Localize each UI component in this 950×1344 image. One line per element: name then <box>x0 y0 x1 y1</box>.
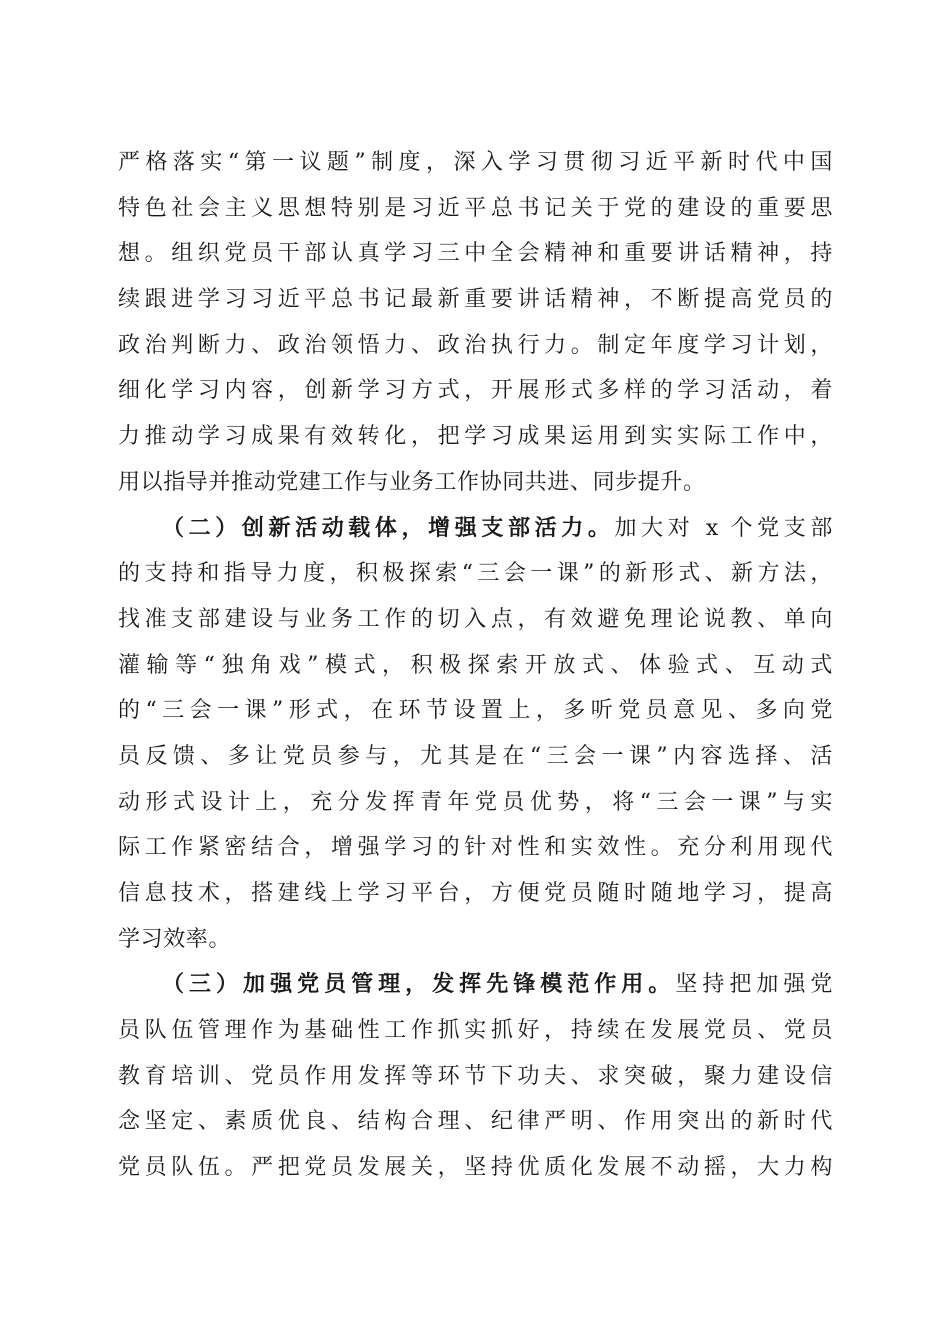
text-line: 想。组织党员干部认真学习三中全会精神和重要讲话精神，持 <box>118 241 833 267</box>
paragraph-management <box>118 962 833 1190</box>
text-line: 员队伍管理作为基础性工作抓实抓好，持续在发展党员、党员 <box>118 1018 833 1044</box>
text-line: 的“三会一课”形式，在环节设置上，多听党员意见、多向党 <box>118 698 833 724</box>
text-run: 坚持把加强党 <box>675 972 833 998</box>
text-line: 际工作紧密结合，增强学习的针对性和实效性。充分利用现代 <box>118 835 833 861</box>
text-line: 的支持和指导力度，积极探索“三会一课”的新形式、新方法， <box>118 561 833 587</box>
text-line: 员反馈、多让党员参与，尤其是在“三会一课”内容选择、活 <box>118 743 833 769</box>
text-line: 用以指导并推动党建工作与业务工作协同共进、同步提升。 <box>118 469 706 495</box>
paragraph-innovation <box>118 506 833 963</box>
text-line: 动形式设计上，充分发挥青年党员优势，将“三会一课”与实 <box>118 789 833 815</box>
section-heading: （三）加强党员管理，发挥先锋模范作用。 <box>162 971 676 998</box>
text-line: 力推动学习成果有效转化，把学习成果运用到实实际工作中， <box>118 424 833 450</box>
text-line: 政治判断力、政治领悟力、政治执行力。制定年度学习计划， <box>118 332 833 358</box>
text-line: 党员队伍。严把党员发展关，坚持优质化发展不动摇，大力构 <box>118 1155 833 1181</box>
text-line: 信息技术，搭建线上学习平台，方便党员随时随地学习，提高 <box>118 881 833 906</box>
text-line: 灌输等“独角戏”模式，积极探索开放式、体验式、互动式 <box>118 652 833 678</box>
text-line: 教育培训、党员作用发挥等环节下功夫、求突破，聚力建设信 <box>118 1063 833 1089</box>
text-line: 严格落实“第一议题”制度，深入学习贯彻习近平新时代中国 <box>118 150 833 175</box>
text-line: 细化学习内容，创新学习方式，开展形式多样的学习活动，着 <box>118 378 833 404</box>
document-body <box>118 140 833 1191</box>
text-line: 学习效率。 <box>118 926 232 952</box>
text-run: 加大对 x 个党支部 <box>614 515 833 541</box>
text-line: 找准支部建设与业务工作的切入点，有效避免理论说教、单向 <box>118 606 833 632</box>
paragraph-study <box>118 140 833 506</box>
text-line: 念坚定、素质优良、结构合理、纪律严明、作用突出的新时代 <box>118 1109 833 1135</box>
text-line: 特色社会主义思想特别是习近平总书记关于党的建设的重要思 <box>118 195 833 221</box>
text-line: 续跟进学习习近平总书记最新重要讲话精神，不断提高党员的 <box>118 287 833 313</box>
paragraph-first-line <box>118 506 833 552</box>
paragraph-first-line <box>118 962 833 1008</box>
section-heading: （二）创新活动载体，增强支部活力。 <box>162 514 615 541</box>
